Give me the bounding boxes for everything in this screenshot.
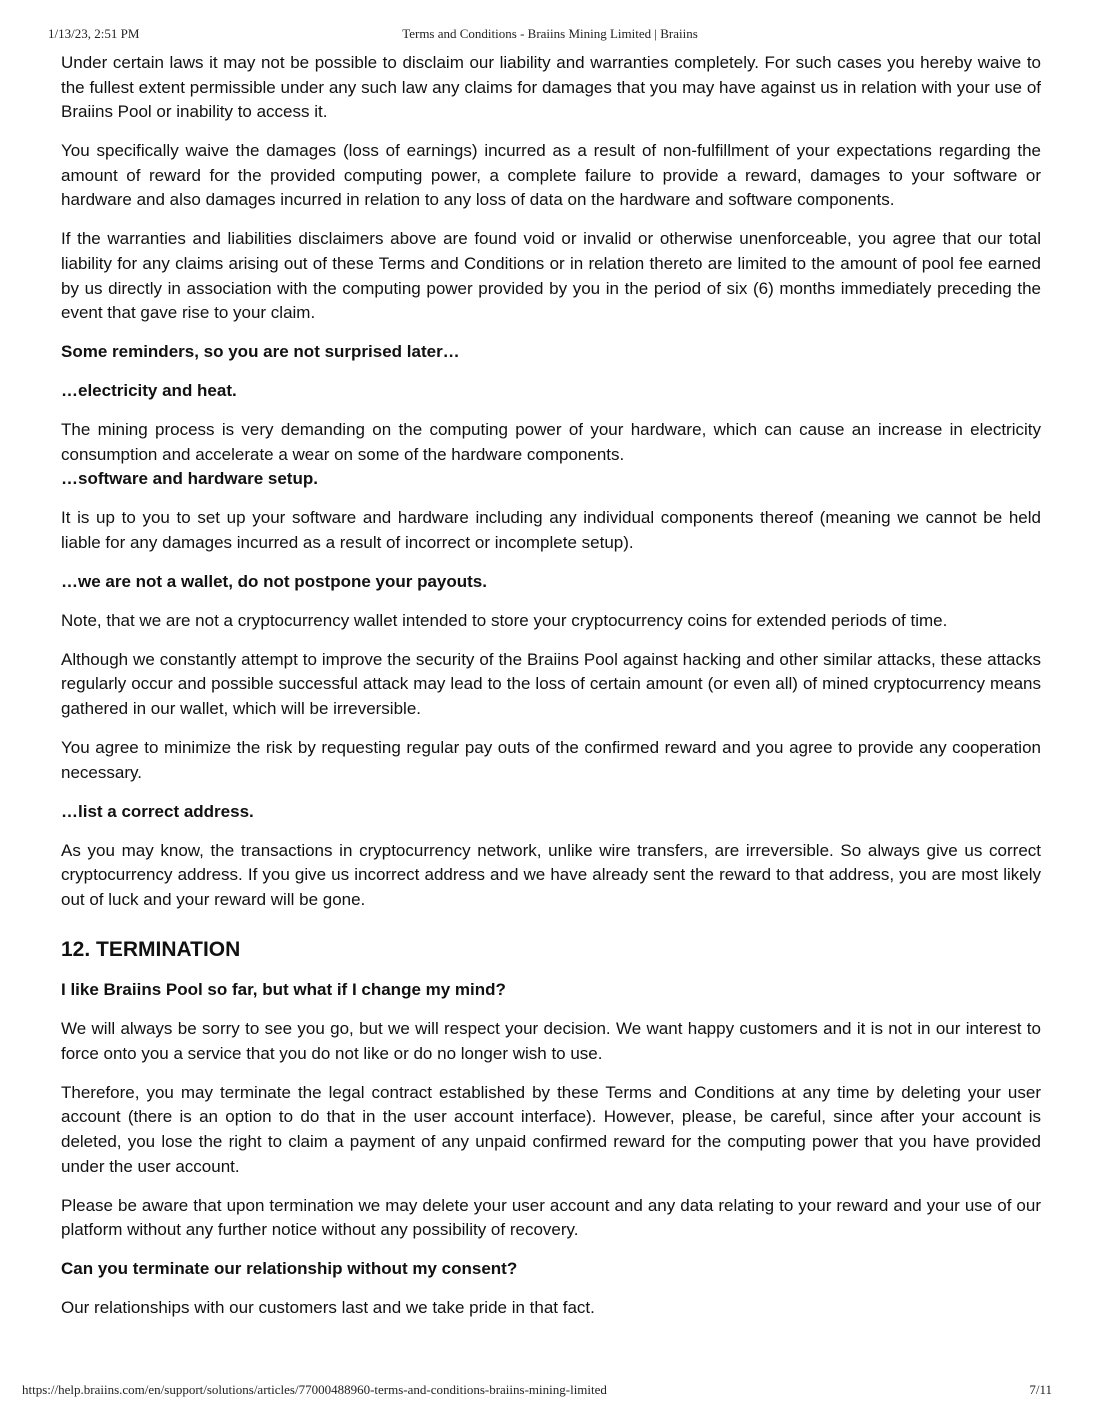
paragraph-damages-waiver: You specifically waive the damages (loss of earnings) incurred as a result of non-fulfillment of your expectations regarding the amount of reward for the provided computing power, a complete failure to provide a reward, damages to your software or hardware and also damages incurred in relation to any loss of data on the hardware and software components. [61, 141, 1041, 210]
print-datetime: 1/13/23, 2:51 PM [48, 26, 140, 41]
page-number: 7/11 [1029, 1382, 1052, 1397]
electricity-heading: …electricity and heat. [61, 381, 237, 401]
paragraph-not-wallet: Note, that we are not a cryptocurrency wallet intended to store your cryptocurrency coins for extended periods of time. [61, 610, 948, 630]
consent-heading: Can you terminate our relationship without my consent? [61, 1259, 518, 1279]
paragraph-address: As you may know, the transactions in cryptocurrency network, unlike wire transfers, are irreversible. So always give us correct cryptocurrency address. If you give us incorrect address and we have already sent the reward to that address, you are most likely out of luck and your reward will be gone. [61, 840, 1041, 909]
paragraph-terminate-contract: Therefore, you may terminate the legal contract established by these Terms and Conditions at any time by deleting your user account (there is an option to do that in the user account interface). However, please, be careful, since after your account is deleted, you lose the right to claim a payment of any unpaid confirmed reward for the computing power that you have provided under the user account. [61, 1082, 1041, 1176]
print-url: https://help.braiins.com/en/support/solutions/articles/77000488960-terms-and-conditions-braiins-mining-limited [22, 1382, 607, 1397]
paragraph-electricity: The mining process is very demanding on the computing power of your hardware, which can cause an increase in electricity consumption and accelerate a wear on some of the hardware components. [61, 420, 1041, 464]
paragraph-relationships: Our relationships with our customers last and we take pride in that fact. [61, 1298, 595, 1318]
paragraph-security: Although we constantly attempt to improve the security of the Braiins Pool against hacking and other similar attacks, these attacks regularly occur and possible successful attack may lead to the loss of certain amount (or even all) of mined cryptocurrency means gathered in our wallet, which will be irreversible. [61, 649, 1041, 718]
paragraph-liability-waiver: Under certain laws it may not be possible to disclaim our liability and warranties completely. For such cases you hereby waive to the fullest extent permissible under any such law any claims for damages that you may have against us in relation with your use of Braiins Pool or inability to access it. [61, 53, 1041, 122]
paragraph-data-deletion: Please be aware that upon termination we may delete your user account and any data relating to your reward and your use of our platform without any further notice without any possibility of recovery. [61, 1195, 1041, 1240]
paragraph-payouts: You agree to minimize the risk by requesting regular pay outs of the confirmed reward and you agree to provide any cooperation necessary. [61, 737, 1041, 782]
paragraph-total-liability: If the warranties and liabilities disclaimers above are found void or invalid or otherwise unenforceable, you agree that our total liability for any claims arising out of these Terms and Conditions or in relation thereto are limited to the amount of pool fee earned by us directly in association with the computing power provided by you in the period of six (6) months immediately preceding the event that gave rise to your claim. [61, 229, 1041, 323]
paragraph-setup: It is up to you to set up your software and hardware including any individual components thereof (meaning we cannot be held liable for any damages incurred as a result of incorrect or incomplete setup). [61, 508, 1041, 552]
section-title-termination: 12. TERMINATION [61, 938, 241, 962]
address-heading: …list a correct address. [61, 801, 254, 821]
article-body [61, 51, 1041, 1335]
print-header [48, 26, 1052, 46]
print-page-title: Terms and Conditions - Braiins Mining Limited | Braiins [402, 26, 698, 41]
print-footer [22, 1382, 1052, 1402]
wallet-heading: …we are not a wallet, do not postpone your payouts. [61, 571, 487, 591]
setup-heading: …software and hardware setup. [61, 469, 318, 489]
paragraph-sorry-to-see-you-go: We will always be sorry to see you go, but we will respect your decision. We want happy customers and it is not in our interest to force onto you a service that you do not like or do no longer wish to use. [61, 1019, 1041, 1063]
change-mind-heading: I like Braiins Pool so far, but what if I change my mind? [61, 980, 506, 1000]
reminders-heading: Some reminders, so you are not surprised later… [61, 342, 460, 362]
